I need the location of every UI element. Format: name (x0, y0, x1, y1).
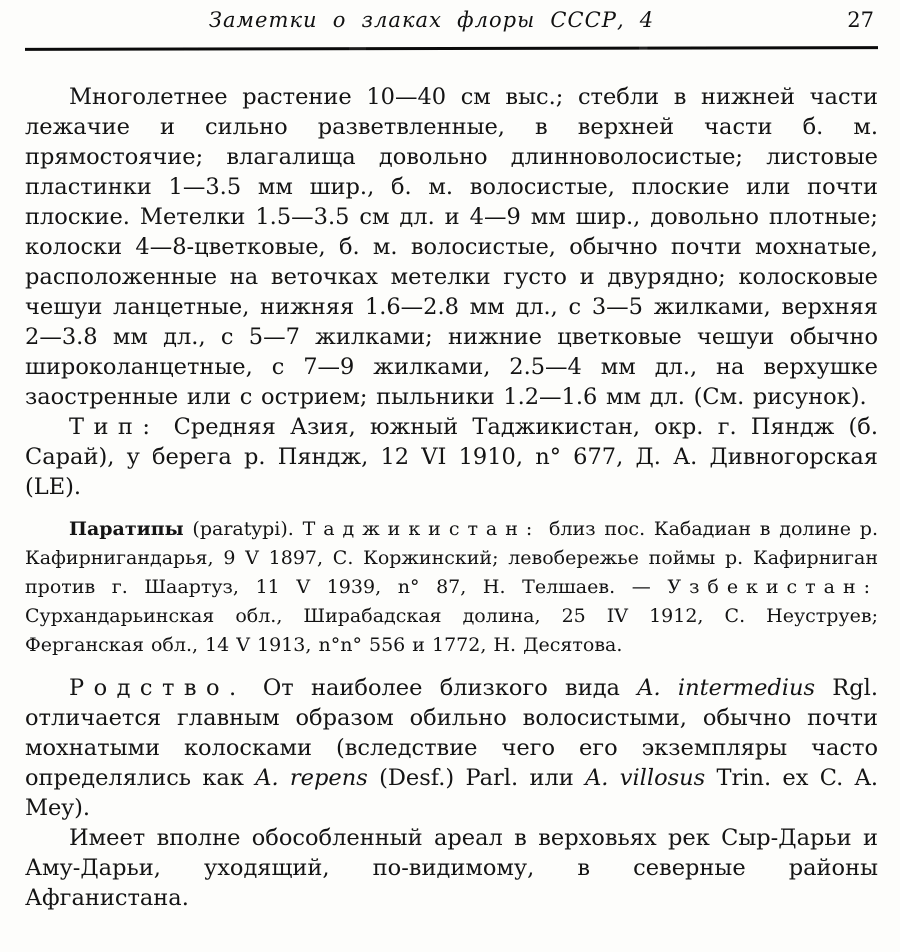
paragraph-description: Многолетнее растение 10—40 см выс.; стебли в нижней части лежачие и сильно разветвленные, в верхней части б. м. прямостоячие; влагалища довольно длинноволосистые; листовые пластинки 1—3.5 мм шир., б. м. волосистые, плоские или почти плоские. Метелки 1.5—3.5 см дл. и 4—9 мм шир., довольно плотные; колоски 4—8-цветковые, б. м. волосистые, обычно почти мохнатые, расположенные на веточках метелки густо и двурядно; колосковые чешуи ланцетные, нижняя 1.6—2.8 мм дл., с 3—5 жилками, верхняя 2—3.8 мм дл., с 5—7 жилками; нижние цветковые чешуи обычно широколанцетные, с 7—9 жилками, 2.5—4 мм дл., на верхушке заостренные или с острием; пыльники 1.2—1.6 мм дл. (См. рисунок). (25, 84, 878, 410)
paragraph-affinity: Родство. От наиболее близкого вида A. intermedius Rgl. отличается главным образом обильно волосистыми, обычно почти мохнатыми колосками (вследствие чего его экземпляры часто определялись как A. repens (Desf.) Parl. или A. villosus Trin. ex C. A. Mey). (25, 675, 878, 821)
header-rule (25, 46, 878, 51)
paragraph-range: Имеет вполне обособленный ареал в верховьях рек Сыр-Дарьи и Аму-Дарьи, уходящий, по-видимому, в северные районы Афганистана. (25, 825, 878, 911)
paragraph-type: Тип: Средняя Азия, южный Таджикистан, окр. г. Пяндж (б. Сарай), у берега р. Пяндж, 12 VI 1910, n° 677, Д. А. Дивногорская (LE). (25, 414, 878, 500)
page-number: 27 (847, 8, 874, 32)
running-title: Заметки о злаках флоры СССР, 4 (208, 8, 655, 32)
page-body (25, 82, 878, 913)
page-header (25, 8, 878, 40)
paragraph-paratypes: Паратипы (paratypi). Таджикистан: близ пос. Кабадиан в долине р. Кафирнигандарья, 9 V 1897, С. Коржинский; левобережье поймы р. Кафирниган против г. Шаартуз, 11 V 1939, n° 87, Н. Телшаев. — Узбекистан: Сурхандарьинская обл., Ширабадская долина, 25 IV 1912, С. Неуструев; Ферганская обл., 14 V 1913, n°n° 556 и 1772, Н. Десятова. (25, 518, 878, 656)
